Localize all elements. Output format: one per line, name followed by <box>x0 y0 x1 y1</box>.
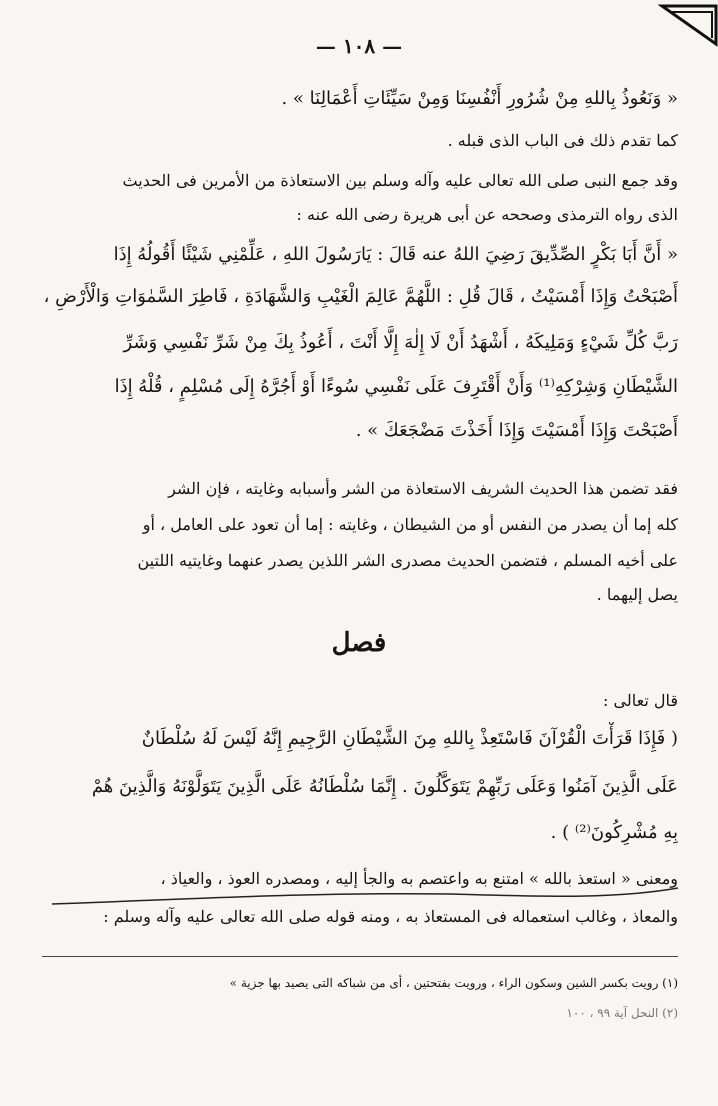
text-line-14: قال تعالى : <box>603 691 678 710</box>
text-line-11: كله إما أن يصدر من النفس أو من الشيطان ، وغايته : إما أن تعود على العامل ، أو <box>142 515 678 534</box>
footnote-1: (١) رويت بكسر الشين وسكون الراء ، ورويت بفتحتين ، أى من شباكه التى يصيد بها جزية » <box>229 976 678 990</box>
text-line-13: يصل إليهما . <box>596 585 678 604</box>
text-line-3: وقد جمع النبى صلى الله تعالى عليه وآله وسلم بين الاستعاذة من الأمرين فى الحديث <box>122 171 678 190</box>
text-line-8: الشَّيْطَانِ وَشِرْكِهِ⁽¹⁾ وَأَنْ أَقْتَرِفَ عَلَى نَفْسِي سُوءًا أَوْ أَجُرَّهُ إِلَى مُسْلِمٍ ، قُلْهُ إِذَا <box>114 376 678 397</box>
text-line-6: أَصْبَحْتُ وَإِذَا أَمْسَيْتُ ، قَالَ قُلِ : اللَّهُمَّ عَالِمَ الْغَيْبِ وَالشَّهَادَةِ ، فَاطِرَ السَّمٰوَاتِ وَالْأَرْضِ ، <box>43 286 678 307</box>
section-title: فصل <box>331 628 387 658</box>
text-line-9: أَصْبَحْتَ وَإِذَا أَمْسَيْتَ وَإِذَا أَخَذْتَ مَضْجَعَكَ » . <box>355 420 678 441</box>
text-line-19: والمعاذ ، وغالب استعماله فى المستعاذ به ، ومنه قوله صلى الله تعالى عليه وآله وسلم : <box>103 907 678 926</box>
text-line-2: كما تقدم ذلك فى الباب الذى قبله . <box>447 131 678 150</box>
text-line-10: فقد تضمن هذا الحديث الشريف الاستعاذة من الشر وأسبابه وغايته ، فإن الشر <box>168 479 678 498</box>
text-line-1: « وَنَعُوذُ بِاللهِ مِنْ شُرُورِ أَنْفُسِنَا وَمِنْ سَيِّئَاتِ أَعْمَالِنَا » . <box>281 88 678 109</box>
text-line-18: ومعنى « استعذ بالله » امتنع به واعتصم به والجأ إليه ، ومصدره العوذ ، والعياذ ، <box>160 869 678 888</box>
footnote-2: (٢) النحل آية ٩٩ ، ١٠٠ <box>566 1006 678 1020</box>
text-line-7: رَبَّ كُلِّ شَيْءٍ وَمَلِيكَهُ ، أَشْهَدُ أَنْ لَا إِلٰهَ إِلَّا أَنْتَ ، أَعُوذُ بِكَ مِنْ شَرِّ نَفْسِي وَشَرِّ <box>123 332 678 353</box>
text-line-5: « أَنَّ أَبَا بَكْرٍ الصِّدِّيقَ رَضِيَ اللهُ عنه قَالَ : يَارَسُولَ اللهِ ، عَلِّمْنِي شَيْئًا أَقُولُهُ إِذَا <box>113 244 678 265</box>
text-line-12: على أخيه المسلم ، فتضمن الحديث مصدرى الشر اللذين يصدر عنهما وغايتيه اللتين <box>137 551 678 570</box>
text-line-4: الذى رواه الترمذى وصححه عن أبى هريرة رضى الله عنه : <box>296 205 678 224</box>
text-line-15: ( فَإِذَا قَرَأْتَ الْقُرْآنَ فَاسْتَعِذْ بِاللهِ مِنَ الشَّيْطَانِ الرَّجِيمِ إِنَّهُ لَيْسَ لَهُ سُلْطَانٌ <box>141 728 678 749</box>
text-line-16: عَلَى الَّذِينَ آمَنُوا وَعَلَى رَبِّهِمْ يَتَوَكَّلُونَ . إِنَّمَا سُلْطَانُهُ عَلَى الَّذِينَ يَتَوَلَّوْنَهُ وَالَّذِينَ هُمْ <box>91 776 678 797</box>
text-line-17: بِهِ مُشْرِكُونَ⁽²⁾ ) . <box>550 822 678 843</box>
footnote-divider <box>42 956 678 957</box>
page-number: — ١٠٨ — <box>315 34 403 58</box>
